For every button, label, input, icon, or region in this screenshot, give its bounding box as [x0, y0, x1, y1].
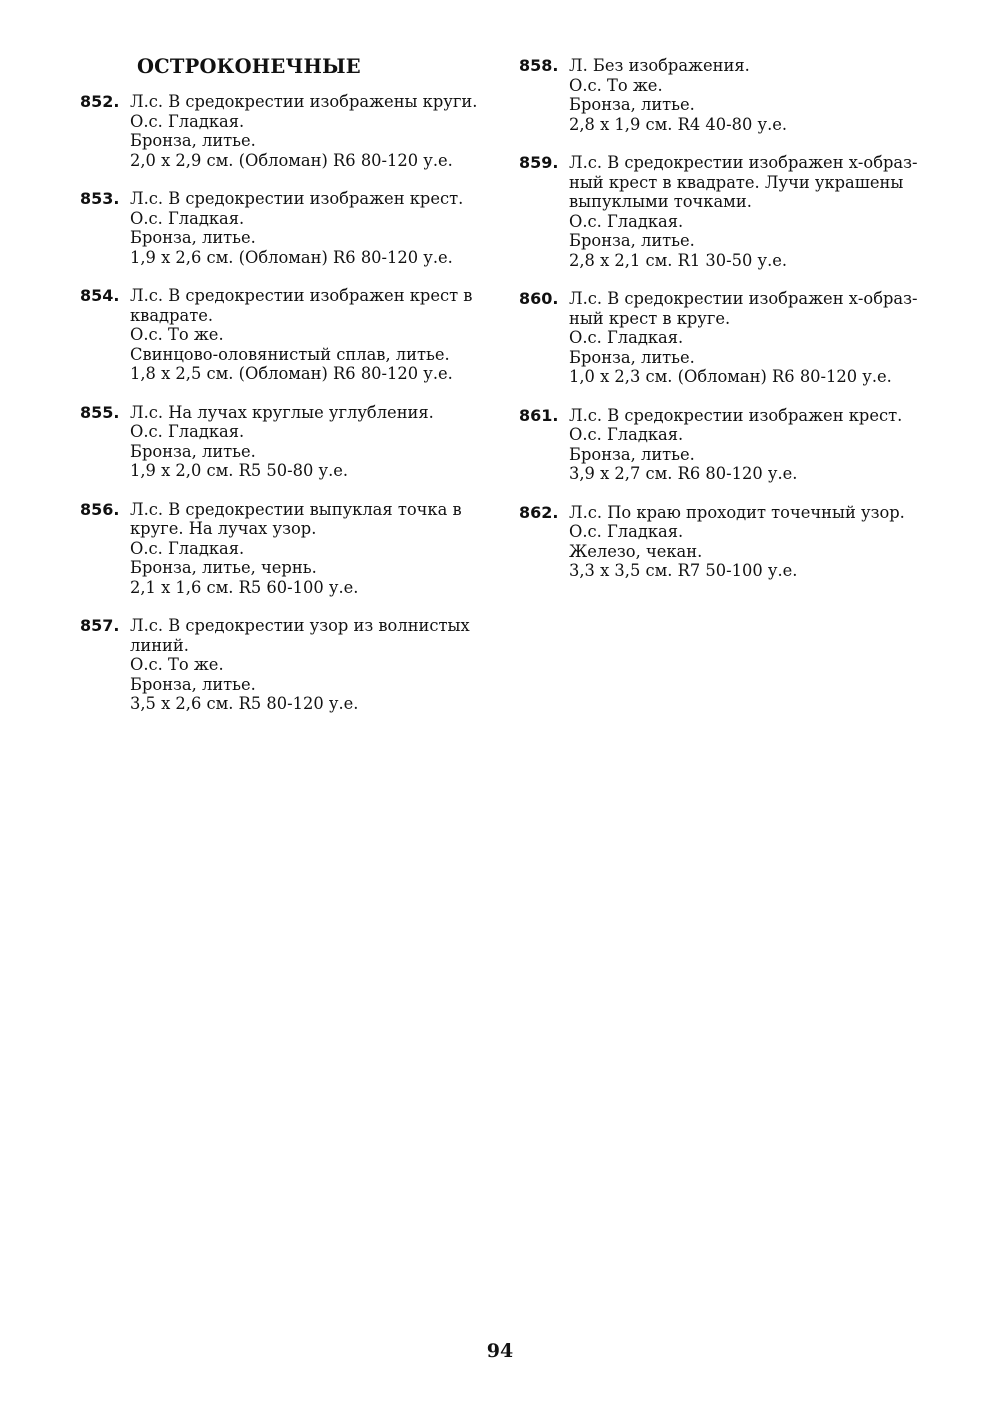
entry-line: О.с. То же.: [130, 655, 224, 674]
entry-number: 854.: [80, 286, 120, 305]
entry-number: 860.: [519, 289, 559, 308]
right-entry-list: [519, 56, 949, 581]
entry-line: 2,0 х 2,9 см. (Обломан) R6 80-120 у.е.: [130, 150, 453, 170]
entry-line: О.с. То же.: [130, 325, 224, 344]
entry-line: Л.с. В средокрестии выпуклая точка в: [130, 499, 462, 519]
catalog-entry: [80, 403, 500, 481]
entry-line: О.с. Гладкая.: [130, 422, 245, 441]
entry-line: Бронза, литье.: [130, 131, 256, 150]
entry-number: 857.: [80, 616, 120, 635]
entry-line: Свинцово-оловянистый сплав, литье.: [130, 344, 450, 364]
entry-line: 1,0 х 2,3 см. (Обломан) R6 80-120 у.е.: [569, 367, 892, 386]
catalog-entry: [80, 616, 500, 714]
entry-number: 856.: [80, 499, 120, 519]
catalog-entry: [519, 406, 949, 484]
entry-line: Бронза, литье.: [130, 674, 256, 694]
entry-line: Бронза, литье.: [130, 228, 256, 247]
entry-line: Бронза, литье.: [130, 441, 256, 461]
entry-line: Л.с. В средокрестии изображен х-образ-: [569, 153, 918, 172]
entry-description: [130, 189, 500, 267]
entry-number: 862.: [519, 502, 559, 522]
right-column: [519, 56, 949, 600]
entry-description: [569, 503, 949, 581]
entry-description: [569, 153, 949, 270]
entry-line: линий.: [130, 635, 189, 655]
page-number: 94: [486, 1340, 514, 1362]
entry-line: Л.с. В средокрестии изображен крест.: [569, 405, 903, 425]
entry-line: Бронза, литье, чернь.: [130, 558, 317, 577]
entry-line: О.с. Гладкая.: [569, 211, 684, 231]
entry-line: О.с. Гладкая.: [569, 328, 684, 347]
catalog-entry: [80, 500, 500, 598]
catalog-entry: [80, 92, 500, 170]
catalog-entry: [519, 503, 949, 581]
left-column: [80, 56, 500, 733]
entry-description: [130, 92, 500, 170]
entry-line: Л.с. На лучах круглые углубления.: [130, 402, 434, 422]
entry-description: [569, 56, 949, 134]
entry-description: [130, 286, 500, 384]
entry-description: [130, 500, 500, 598]
entry-line: ный крест в квадрате. Лучи украшены: [569, 172, 904, 192]
entry-number: 853.: [80, 189, 120, 208]
entry-line: Железо, чекан.: [569, 541, 703, 561]
entry-line: 2,8 х 2,1 см. R1 30-50 у.е.: [569, 250, 788, 270]
entry-line: О.с. Гладкая.: [130, 111, 245, 131]
entry-line: ный крест в круге.: [569, 308, 731, 328]
entry-number: 852.: [80, 92, 120, 111]
catalog-entry: [519, 56, 949, 134]
entry-description: [569, 406, 949, 484]
entry-line: Л.с. В средокрестии изображен х-образ-: [569, 289, 918, 308]
entry-line: 3,5 х 2,6 см. R5 80-120 у.е.: [130, 694, 359, 713]
left-entry-list: [80, 92, 500, 714]
entry-line: квадрате.: [130, 305, 214, 325]
entry-number: 855.: [80, 402, 120, 422]
section-heading: ОСТРОКОНЕЧНЫЕ: [137, 55, 361, 78]
catalog-entry: [519, 153, 949, 270]
entry-number: 859.: [519, 153, 559, 172]
entry-line: О.с. Гладкая.: [569, 522, 684, 541]
entry-number: 858.: [519, 56, 559, 75]
entry-line: Л.с. В средокрестии изображены круги.: [130, 92, 478, 111]
entry-line: Л.с. В средокрестии изображен крест.: [130, 189, 464, 208]
entry-line: Л.с. В средокрестии узор из волнистых: [130, 616, 470, 635]
entry-description: [130, 403, 500, 481]
entry-line: О.с. Гладкая.: [569, 425, 684, 444]
entry-line: Бронза, литье.: [569, 347, 695, 367]
entry-line: круге. На лучах узор.: [130, 519, 317, 538]
entry-line: Л.с. В средокрестии изображен крест в: [130, 286, 473, 305]
entry-line: Л.с. По краю проходит точечный узор.: [569, 502, 905, 522]
entry-line: выпуклыми точками.: [569, 192, 752, 211]
entry-line: Л. Без изображения.: [569, 56, 750, 75]
entry-line: 3,3 х 3,5 см. R7 50-100 у.е.: [569, 561, 798, 580]
entry-description: [130, 616, 500, 714]
entry-line: Бронза, литье.: [569, 444, 695, 464]
entry-description: [569, 289, 949, 387]
entry-line: О.с. То же.: [569, 75, 663, 95]
entry-line: Бронза, литье.: [569, 231, 695, 250]
catalog-entry: [80, 286, 500, 384]
entry-line: 2,1 х 1,6 см. R5 60-100 у.е.: [130, 577, 359, 597]
entry-line: О.с. Гладкая.: [130, 208, 245, 228]
entry-line: 2,8 х 1,9 см. R4 40-80 у.е.: [569, 114, 788, 134]
entry-line: 1,8 х 2,5 см. (Обломан) R6 80-120 у.е.: [130, 364, 453, 383]
entry-number: 861.: [519, 405, 559, 425]
entry-line: 1,9 х 2,0 см. R5 50-80 у.е.: [130, 461, 349, 480]
catalog-entry: [80, 189, 500, 267]
entry-line: 3,9 х 2,7 см. R6 80-120 у.е.: [569, 464, 798, 483]
entry-line: 1,9 х 2,6 см. (Обломан) R6 80-120 у.е.: [130, 247, 453, 267]
entry-line: О.с. Гладкая.: [130, 538, 245, 558]
catalog-entry: [519, 289, 949, 387]
entry-line: Бронза, литье.: [569, 95, 695, 114]
